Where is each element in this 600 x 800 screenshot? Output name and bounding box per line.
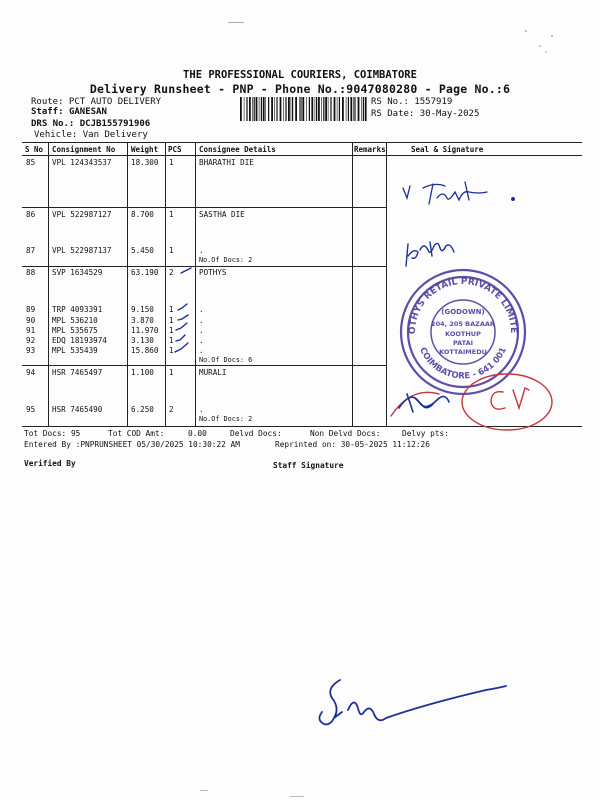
stamp-line: KOTTAIMEDU [439, 348, 487, 356]
row-weight: 6.250 [131, 405, 154, 414]
row-pcs: 1 [169, 305, 174, 314]
row-consignee: BHARATHI DIE [199, 158, 254, 167]
row-consignee: POTHYS [199, 268, 227, 277]
stamp-outer-text: POTHYS RETAIL PRIVATE LIMITED [389, 255, 519, 335]
col-consignee-header: Consignee Details [199, 145, 276, 154]
stamp-bottom-text: COIMBATORE - 641 001 [417, 345, 509, 382]
row-consignment-no: HSR 7465497 [52, 368, 103, 377]
row-weight: 15.860 [131, 346, 159, 355]
row-weight: 11.970 [131, 326, 159, 335]
row-docs-count: No.Of Docs: 6 [199, 356, 253, 364]
row-weight: 1.100 [131, 368, 154, 377]
row-sno: 95 [26, 405, 36, 414]
row-weight: 9.150 [131, 305, 154, 314]
company-name: THE PROFESSIONAL COURIERS, COIMBATORE [183, 69, 417, 81]
tot-cod-value: 0.00 [188, 429, 207, 438]
tot-docs: Tot Docs: 95 [24, 429, 81, 438]
row-sno: 92 [26, 336, 36, 345]
row-weight: 8.700 [131, 210, 154, 219]
row-consignee: . [199, 326, 204, 335]
row-consignment-no: EDQ 18193974 [52, 336, 107, 345]
row-consignment-no: HSR 7465490 [52, 405, 103, 414]
rs-date: RS Date: 30-May-2025 [371, 109, 480, 119]
row-sno: 87 [26, 246, 36, 255]
row-consignment-no: VPL 124343537 [52, 158, 112, 167]
delvy-pts: Delvy pts: [402, 429, 449, 438]
drs-number: DRS No.: DCJB155791906 [31, 119, 151, 129]
staff-name: GANESAN [68, 107, 107, 117]
row-consignment-no: MPL 535439 [52, 346, 98, 355]
row-pcs: 1 [169, 158, 174, 167]
stamp-line: KOOTHUP [445, 330, 481, 338]
row-sno: 85 [26, 158, 36, 167]
row-weight: 63.190 [131, 268, 159, 277]
row-consignee: . [199, 336, 204, 345]
row-sno: 86 [26, 210, 36, 219]
row-pcs: 1 [169, 210, 174, 219]
row-consignee: MURALI [199, 368, 227, 377]
row-sno: 90 [26, 316, 36, 325]
row-consignment-no: VPL 522987127 [52, 210, 112, 219]
row-docs-count: No.Of Docs: 2 [199, 256, 253, 264]
row-pcs: 1 [169, 316, 174, 325]
row-sno: 88 [26, 268, 36, 277]
reprinted-on: Reprinted on: 30-05-2025 11:12:26 [275, 440, 430, 449]
stamp-line: PATAI [452, 339, 474, 347]
col-sno-header: S No [25, 145, 44, 154]
row-consignee: . [199, 305, 204, 314]
row-pcs: 1 [169, 326, 174, 335]
row-pcs: 1 [169, 346, 174, 355]
row-sno: 93 [26, 346, 36, 355]
row-consignment-no: SVP 1634529 [52, 268, 103, 277]
non-delvd-docs: Non Delvd Docs: [310, 429, 381, 438]
row-weight: 3.870 [131, 316, 154, 325]
col-remarks-header: Remarks [354, 145, 386, 154]
row-consignee: . [199, 405, 204, 414]
row-weight: 3.130 [131, 336, 154, 345]
row-pcs: 2 [169, 405, 174, 414]
row-sno: 94 [26, 368, 36, 377]
stamp-inner-text: (GODOWN) [441, 308, 485, 316]
row-pcs: 1 [169, 336, 174, 345]
verified-by: Verified By [24, 459, 76, 468]
staff-label: Staff: [31, 107, 64, 117]
runsheet-title: Delivery Runsheet - PNP - Phone No.:9047080280 - Page No.:6 [89, 82, 511, 96]
row-consignment-no: MPL 536210 [52, 316, 98, 325]
row-pcs: 2 [169, 268, 174, 277]
vehicle: Vehicle: Van Delivery [34, 130, 148, 140]
row-pcs: 1 [169, 368, 174, 377]
row-consignee: SASTHA DIE [199, 210, 245, 219]
row-consignment-no: TRP 4093391 [52, 305, 103, 314]
delvd-docs: Delvd Docs: [230, 429, 282, 438]
tot-cod-label: Tot COD Amt: [108, 429, 165, 438]
row-docs-count: No.Of Docs: 2 [199, 415, 253, 423]
row-weight: 18.300 [131, 158, 159, 167]
row-sno: 89 [26, 305, 36, 314]
row-consignment-no: MPL 535675 [52, 326, 98, 335]
row-pcs: 1 [169, 246, 174, 255]
route: Route: PCT AUTO DELIVERY [31, 97, 162, 107]
stamp-line: 204, 205 BAZAAR [431, 320, 495, 328]
row-consignee: . [199, 246, 204, 255]
row-consignee: . [199, 346, 204, 355]
col-pcs-header: PCS [168, 145, 182, 154]
col-weight-header: Weight [131, 145, 159, 154]
staff-signature-label: Staff Signature [273, 461, 344, 470]
row-consignee: . [199, 316, 204, 325]
entered-by: Entered By :PNPRUNSHEET 05/30/2025 10:30:22 AM [24, 440, 240, 449]
col-consignment-header: Consignment No [52, 145, 116, 154]
row-consignment-no: VPL 522987137 [52, 246, 112, 255]
row-weight: 5.450 [131, 246, 154, 255]
row-sno: 91 [26, 326, 36, 335]
col-seal-header: Seal & Signature [411, 145, 484, 154]
rs-number: RS No.: 1557919 [371, 97, 453, 107]
